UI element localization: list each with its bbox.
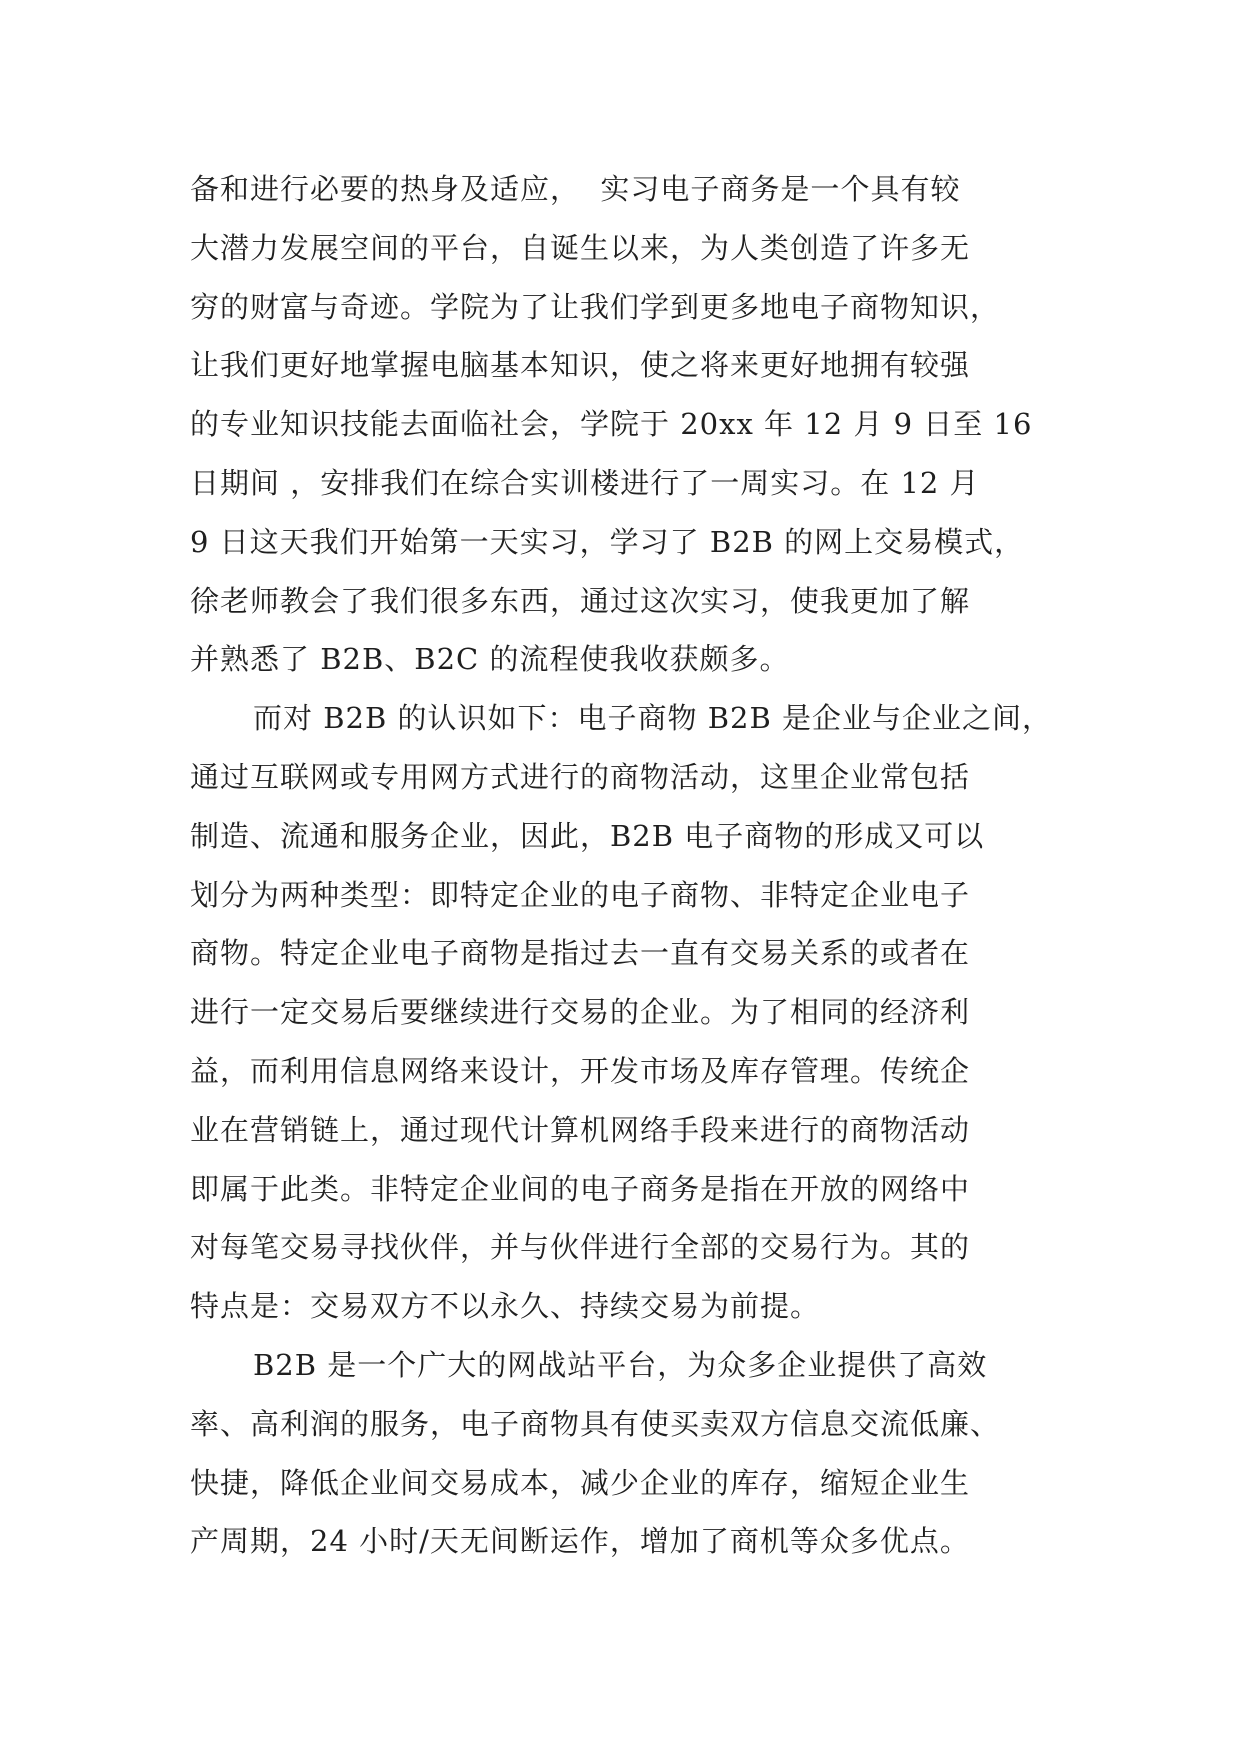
text-line: 进行一定交易后要继续进行交易的企业。为了相同的经济利 — [190, 995, 971, 1030]
text-line: 商物。特定企业电子商物是指过去一直有交易关系的或者在 — [190, 936, 971, 971]
text-line: 让我们更好地掌握电脑基本知识，使之将来更好地拥有较强 — [190, 348, 971, 383]
paragraph-start-line: 而对 B2B 的认识如下：电子商物 B2B 是企业与企业之间， — [253, 701, 1053, 736]
text-line: 并熟悉了 B2B、B2C 的流程使我收获颇多。 — [190, 642, 790, 677]
text-line: 产周期，24 小时/天无间断运作，增加了商机等众多优点。 — [190, 1524, 970, 1559]
text-line: 业在营销链上，通过现代计算机网络手段来进行的商物活动 — [190, 1112, 971, 1147]
text-line: 日期间 ，安排我们在综合实训楼进行了一周实习。在 12 月 — [190, 465, 980, 500]
text-line: 9 日这天我们开始第一天实习，学习了 B2B 的网上交易模式， — [190, 524, 1025, 559]
text-line: 益，而利用信息网络来设计，开发市场及库存管理。传统企 — [190, 1053, 971, 1088]
text-line: 划分为两种类型：即特定企业的电子商物、非特定企业电子 — [190, 877, 971, 912]
text-line: 快捷，降低企业间交易成本，减少企业的库存，缩短企业生 — [190, 1465, 971, 1500]
text-line: 对每笔交易寻找伙伴，并与伙伴进行全部的交易行为。其的 — [190, 1230, 971, 1265]
text-line: 率、高利润的服务，电子商物具有使买卖双方信息交流低廉、 — [190, 1406, 1001, 1441]
paragraph-start-line: B2B 是一个广大的网战站平台，为众多企业提供了高效 — [253, 1347, 988, 1382]
text-line: 即属于此类。非特定企业间的电子商务是指在开放的网络中 — [190, 1171, 971, 1206]
body-text — [190, 160, 1090, 1571]
text-line: 特点是：交易双方不以永久、持续交易为前提。 — [190, 1289, 821, 1324]
text-line: 通过互联网或专用网方式进行的商物活动，这里企业常包括 — [190, 759, 971, 794]
text-line: 制造、流通和服务企业，因此，B2B 电子商物的形成又可以 — [190, 818, 985, 853]
text-line: 备和进行必要的热身及适应， 实习电子商务是一个具有较 — [190, 172, 961, 206]
text-line: 大潜力发展空间的平台，自诞生以来，为人类创造了许多无 — [190, 230, 971, 265]
text-line: 穷的财富与奇迹。学院为了让我们学到更多地电子商物知识， — [190, 289, 1001, 324]
text-line: 徐老师教会了我们很多东西，通过这次实习，使我更加了解 — [190, 583, 971, 618]
text-line: 的专业知识技能去面临社会，学院于 20xx 年 12 月 9 日至 16 — [190, 407, 1033, 442]
